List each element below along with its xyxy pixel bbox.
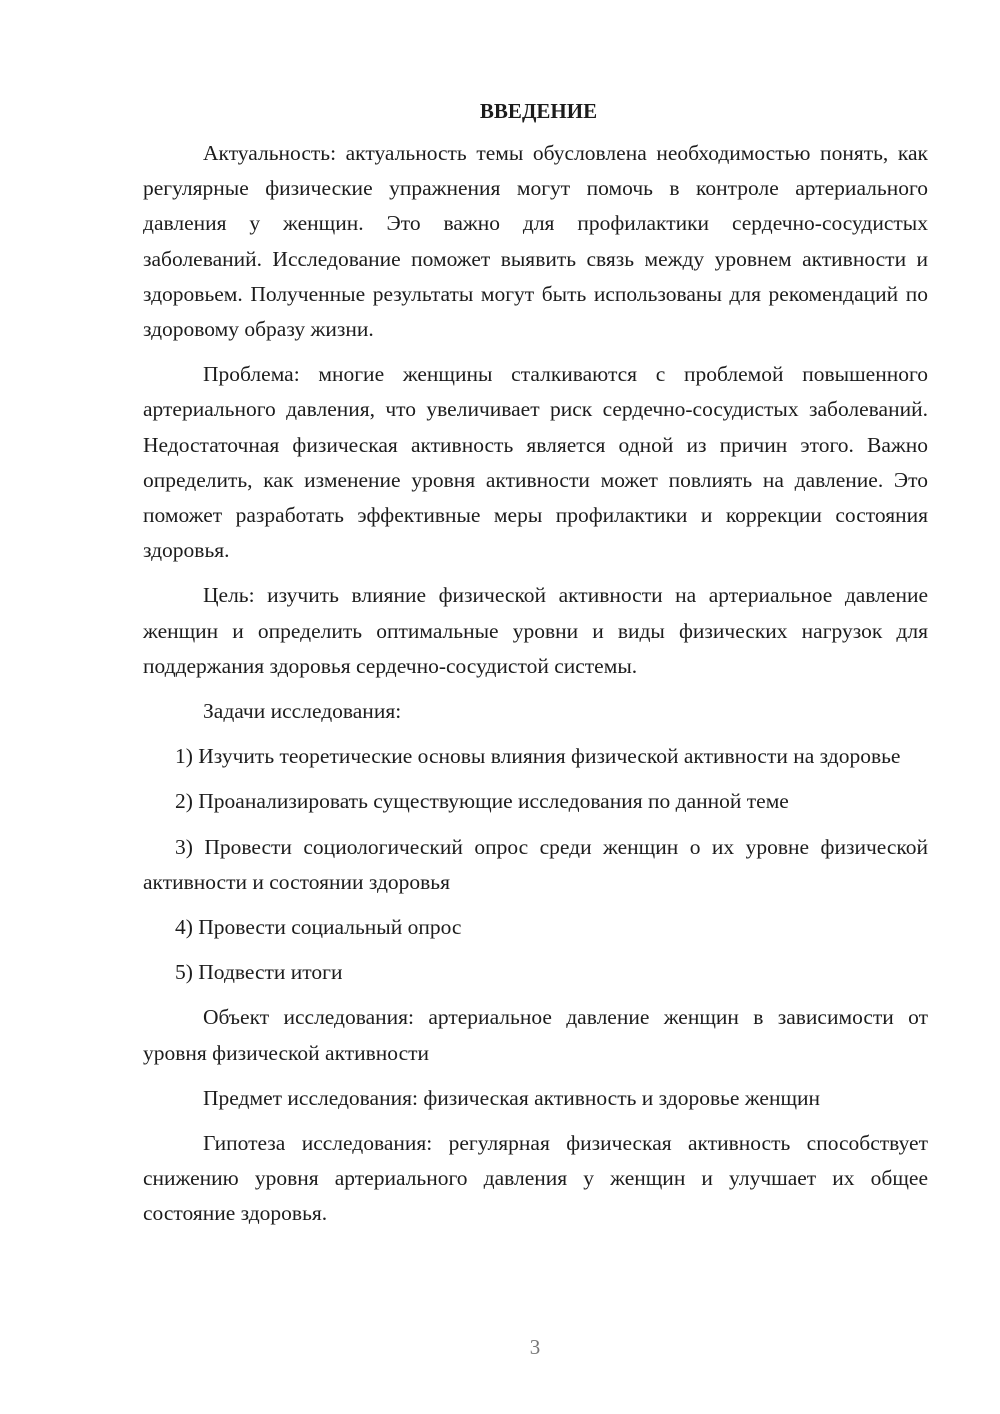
task-item-2: 2) Проанализировать существующие исследования по данной теме (175, 789, 789, 814)
task-item-1: 1) Изучить теоретические основы влияния физической активности на здоровье (175, 744, 901, 769)
paragraph-problem: Проблема: многие женщины сталкиваются с проблемой повышенного артериального давления, что увеличивает риск сердечно-сосудистых заболеваний. Недостаточная физическая активность является одной из причин этого. Важно определить, как изменение уровня активности может повлиять на давление. Это поможет разработать эффективные меры профилактики и коррекции состояния здоровья. (143, 362, 928, 563)
paragraph-goal: Цель: изучить влияние физической активности на артериальное давление женщин и определить оптимальные уровни и виды физических нагрузок для поддержания здоровья сердечно-сосудистой системы. (143, 583, 928, 678)
page-number: 3 (529, 1335, 541, 1359)
task-item-5: 5) Подвести итоги (175, 960, 343, 985)
task-item-3: 3) Провести социологический опрос среди женщин о их уровне физической активности и состоянии здоровья (143, 834, 928, 894)
page-title: ВВЕДЕНИЕ (479, 99, 598, 123)
task-item-4: 4) Провести социальный опрос (175, 915, 462, 940)
paragraph-subject: Предмет исследования: физическая активность и здоровье женщин (203, 1085, 821, 1110)
paragraph-object: Объект исследования: артериальное давление женщин в зависимости от уровня физической активности (143, 1005, 928, 1065)
tasks-heading: Задачи исследования: (203, 699, 402, 724)
paragraph-hypothesis: Гипотеза исследования: регулярная физическая активность способствует снижению уровня артериального давления у женщин и улучшает их общее состояние здоровья. (143, 1131, 928, 1226)
paragraph-relevance: Актуальность: актуальность темы обусловлена необходимостью понять, как регулярные физические упражнения могут помочь в контроле артериального давления у женщин. Это важно для профилактики сердечно-сосудистых заболеваний. Исследование поможет выявить связь между уровнем активности и здоровьем. Полученные результаты могут быть использованы для рекомендаций по здоровому образу жизни. (143, 141, 928, 342)
